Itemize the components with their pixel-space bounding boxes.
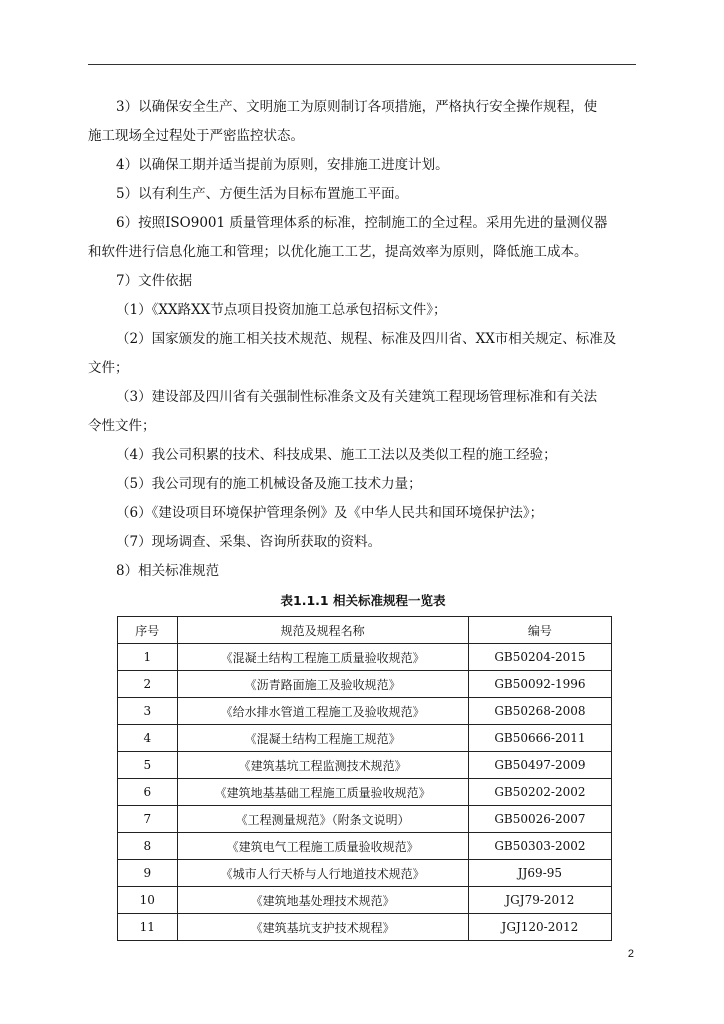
table-row <box>118 806 612 833</box>
cell-name: 《城市人行天桥与人行地道技术规范》 <box>177 860 468 887</box>
paragraph: 3）以确保安全生产、文明施工为原则制订各项措施，严格执行安全操作规程，使 <box>116 99 598 115</box>
paragraph: （3）建设部及四川省有关强制性标准条文及有关建筑工程现场管理标准和有关法 <box>116 389 598 405</box>
cell-index: 9 <box>118 860 178 887</box>
paragraph: 5）以有利生产、方便生活为目标布置施工平面。 <box>116 186 409 202</box>
cell-index: 2 <box>118 671 178 698</box>
table-row <box>118 698 612 725</box>
cell-code: GB50666-2011 <box>468 725 611 752</box>
cell-name: 《给水排水管道工程施工及验收规范》 <box>177 698 468 725</box>
cell-name: 《建筑电气工程施工质量验收规范》 <box>177 833 468 860</box>
column-header-name: 规范及规程名称 <box>177 617 468 644</box>
standards-table <box>117 616 612 941</box>
paragraph: 7）文件依据 <box>116 273 193 289</box>
paragraph: （7）现场调查、采集、咨询所获取的资料。 <box>116 534 382 550</box>
cell-index: 11 <box>118 914 178 941</box>
header-rule <box>88 64 636 65</box>
cell-name: 《建筑基坑工程监测技术规范》 <box>177 752 468 779</box>
cell-index: 6 <box>118 779 178 806</box>
cell-index: 1 <box>118 644 178 671</box>
cell-name: 《沥青路面施工及验收规范》 <box>177 671 468 698</box>
cell-name: 《建筑地基处理技术规范》 <box>177 887 468 914</box>
cell-code: JGJ120-2012 <box>468 914 611 941</box>
paragraph: 施工现场全过程处于严密监控状态。 <box>88 128 304 144</box>
cell-index: 4 <box>118 725 178 752</box>
cell-index: 3 <box>118 698 178 725</box>
cell-code: JJ69-95 <box>468 860 611 887</box>
paragraph: （4）我公司积累的技术、科技成果、施工工法以及类似工程的施工经验； <box>116 447 557 463</box>
cell-index: 7 <box>118 806 178 833</box>
paragraph: （1）《XX路XX节点项目投资加施工总承包招标文件》； <box>116 302 447 318</box>
cell-index: 10 <box>118 887 178 914</box>
paragraph: （2）国家颁发的施工相关技术规范、规程、标准及四川省、XX市相关规定、标准及 <box>116 331 617 347</box>
cell-code: GB50026-2007 <box>468 806 611 833</box>
cell-code: GB50497-2009 <box>468 752 611 779</box>
paragraph: 6）按照ISO9001 质量管理体系的标准，控制施工的全过程。采用先进的量测仪器 <box>116 215 608 231</box>
table-row <box>118 914 612 941</box>
paragraph: 8）相关标准规范 <box>116 563 220 579</box>
paragraph: 和软件进行信息化施工和管理；以优化施工工艺，提高效率为原则，降低施工成本。 <box>88 244 588 260</box>
table-title: 表1.1.1 相关标准规程一览表 <box>280 593 446 608</box>
table-row <box>118 833 612 860</box>
cell-code: GB50092-1996 <box>468 671 611 698</box>
cell-index: 5 <box>118 752 178 779</box>
paragraph: 文件； <box>88 360 129 376</box>
page-body <box>88 93 638 941</box>
table-row <box>118 671 612 698</box>
column-header-code: 编号 <box>468 617 611 644</box>
cell-code: GB50268-2008 <box>468 698 611 725</box>
table-row <box>118 644 612 671</box>
cell-code: GB50303-2002 <box>468 833 611 860</box>
cell-code: GB50204-2015 <box>468 644 611 671</box>
cell-index: 8 <box>118 833 178 860</box>
cell-name: 《混凝土结构工程施工规范》 <box>177 725 468 752</box>
table-row <box>118 887 612 914</box>
table-row <box>118 860 612 887</box>
paragraph: 令性文件； <box>88 418 156 434</box>
paragraph: （6）《建设项目环境保护管理条例》及《中华人民共和国环境保护法》； <box>116 505 544 521</box>
cell-name: 《混凝土结构工程施工质量验收规范》 <box>177 644 468 671</box>
table-row <box>118 752 612 779</box>
cell-name: 《建筑基坑支护技术规程》 <box>177 914 468 941</box>
table-row <box>118 779 612 806</box>
table-row <box>118 725 612 752</box>
cell-code: GB50202-2002 <box>468 779 611 806</box>
page-number: 2 <box>627 948 634 960</box>
paragraph: 4）以确保工期并适当提前为原则，安排施工进度计划。 <box>116 157 449 173</box>
cell-code: JGJ79-2012 <box>468 887 611 914</box>
paragraph: （5）我公司现有的施工机械设备及施工技术力量； <box>116 476 422 492</box>
cell-name: 《工程测量规范》（附条文说明） <box>177 806 468 833</box>
column-header-index: 序号 <box>118 617 178 644</box>
table-header-row <box>118 617 612 644</box>
cell-name: 《建筑地基基础工程施工质量验收规范》 <box>177 779 468 806</box>
